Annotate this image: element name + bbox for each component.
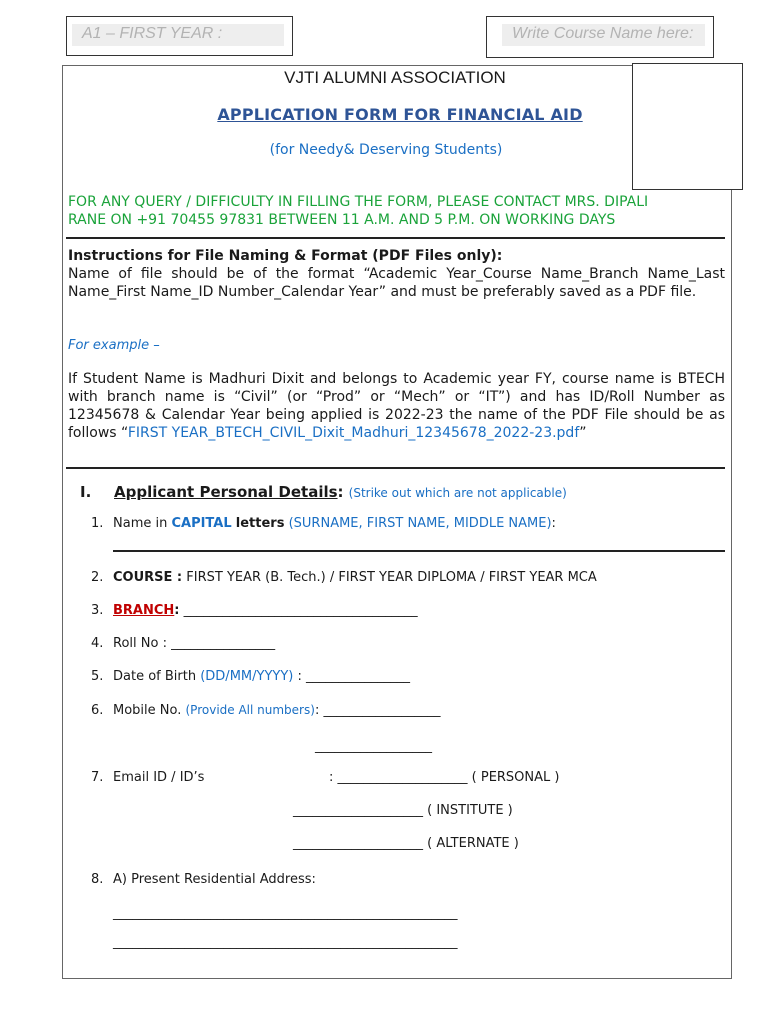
item-email bbox=[91, 769, 204, 787]
academic-year-field[interactable]: A1 – FIRST YEAR : bbox=[72, 24, 284, 46]
section-1-note: (Strike out which are not applicable) bbox=[348, 486, 567, 500]
course-label: COURSE : bbox=[113, 570, 183, 585]
divider-1 bbox=[66, 237, 725, 239]
example-filename: FIRST YEAR_BTECH_CIVIL_Dixit_Madhuri_12345678_2022-23.pdf bbox=[127, 425, 580, 441]
item-name bbox=[91, 515, 556, 533]
item-8-number: 8. bbox=[91, 872, 104, 887]
contact-line-1: FOR ANY QUERY / DIFFICULTY IN FILLING THE FORM, PLEASE CONTACT MRS. DIPALI bbox=[68, 194, 649, 210]
branch-colon: : bbox=[174, 603, 180, 618]
item-mobile bbox=[91, 701, 440, 720]
org-name: VJTI ALUMNI ASSOCIATION bbox=[284, 68, 506, 87]
section-1-numeral: I. bbox=[80, 483, 92, 501]
course-name-field[interactable]: Write Course Name here: bbox=[502, 24, 705, 46]
divider-2 bbox=[66, 467, 725, 469]
mobile-input[interactable]: : __________________ bbox=[314, 703, 441, 718]
section-1-colon: : bbox=[337, 483, 344, 501]
course-options: FIRST YEAR (B. Tech.) / FIRST YEAR DIPLOMA / FIRST YEAR MCA bbox=[182, 570, 597, 585]
section-1-heading: Applicant Personal Details bbox=[114, 483, 338, 501]
name-label: Name in bbox=[113, 516, 172, 531]
name-colon: : bbox=[551, 516, 556, 531]
academic-year-box bbox=[66, 16, 293, 56]
email-institute-input[interactable]: ____________________ ( INSTITUTE ) bbox=[293, 803, 513, 818]
item-course bbox=[91, 569, 597, 587]
name-format-hint: (SURNAME, FIRST NAME, MIDDLE NAME) bbox=[288, 516, 552, 531]
dob-input[interactable]: : ________________ bbox=[293, 669, 410, 684]
example-close: ” bbox=[579, 425, 587, 441]
item-5-number: 5. bbox=[91, 669, 104, 684]
item-4-number: 4. bbox=[91, 636, 104, 651]
mobile-label: Mobile No. bbox=[113, 703, 186, 718]
example-label: For example – bbox=[68, 338, 160, 353]
address-line-2[interactable]: _____________________________________________________ bbox=[113, 935, 458, 950]
mobile-input-2[interactable]: __________________ bbox=[315, 739, 432, 754]
mobile-hint: (Provide All numbers) bbox=[185, 703, 315, 717]
course-name-box bbox=[486, 16, 714, 58]
email-personal-input[interactable]: : ____________________ ( PERSONAL ) bbox=[329, 770, 560, 785]
name-letters: letters bbox=[235, 516, 285, 531]
item-roll-no bbox=[91, 635, 275, 653]
example-paragraph bbox=[68, 370, 725, 442]
email-alternate-input[interactable]: ____________________ ( ALTERNATE ) bbox=[293, 836, 519, 851]
name-input-line[interactable] bbox=[113, 550, 725, 552]
form-subtitle: (for Needy& Deserving Students) bbox=[269, 142, 503, 158]
branch-input[interactable]: ____________________________________ bbox=[179, 603, 418, 618]
name-capital: CAPITAL bbox=[171, 516, 232, 531]
section-1-header bbox=[80, 482, 567, 503]
item-2-number: 2. bbox=[91, 570, 104, 585]
item-3-number: 3. bbox=[91, 603, 104, 618]
item-1-number: 1. bbox=[91, 516, 104, 531]
item-7-number: 7. bbox=[91, 770, 104, 785]
dob-format: (DD/MM/YYYY) bbox=[200, 669, 294, 684]
roll-no-input[interactable]: Roll No : ________________ bbox=[113, 636, 276, 651]
dob-label: Date of Birth bbox=[113, 669, 201, 684]
instructions-heading: Instructions for File Naming & Format (PDF Files only): bbox=[68, 248, 503, 264]
item-dob bbox=[91, 668, 410, 686]
address-line-1[interactable]: _____________________________________________________ bbox=[113, 906, 458, 921]
photo-box bbox=[632, 63, 743, 190]
address-label: A) Present Residential Address: bbox=[113, 872, 316, 887]
item-address bbox=[91, 871, 316, 889]
instructions-body: Name of file should be of the format “Academic Year_Course Name_Branch Name_Last Name_First Name_ID Number_Calendar Year” and must be preferably saved as a PDF file. bbox=[68, 266, 725, 300]
item-branch bbox=[91, 602, 418, 620]
contact-line-2: RANE ON +91 70455 97831 BETWEEN 11 A.M. AND 5 P.M. ON WORKING DAYS bbox=[68, 212, 616, 228]
form-title: APPLICATION FORM FOR FINANCIAL AID bbox=[217, 105, 583, 124]
branch-label: BRANCH bbox=[113, 603, 175, 618]
email-label: Email ID / ID’s bbox=[113, 770, 205, 785]
example-text: If Student Name is Madhuri Dixit and belongs to Academic year FY, course name is BTECH with branch name is “Civil” (or “Prod” or “Mech” or “IT”) and has ID/Roll Number as 12345678 & Calendar Year being applied is 2022-23 the name of the PDF File should be as follows “ bbox=[68, 371, 725, 441]
item-6-number: 6. bbox=[91, 703, 104, 718]
